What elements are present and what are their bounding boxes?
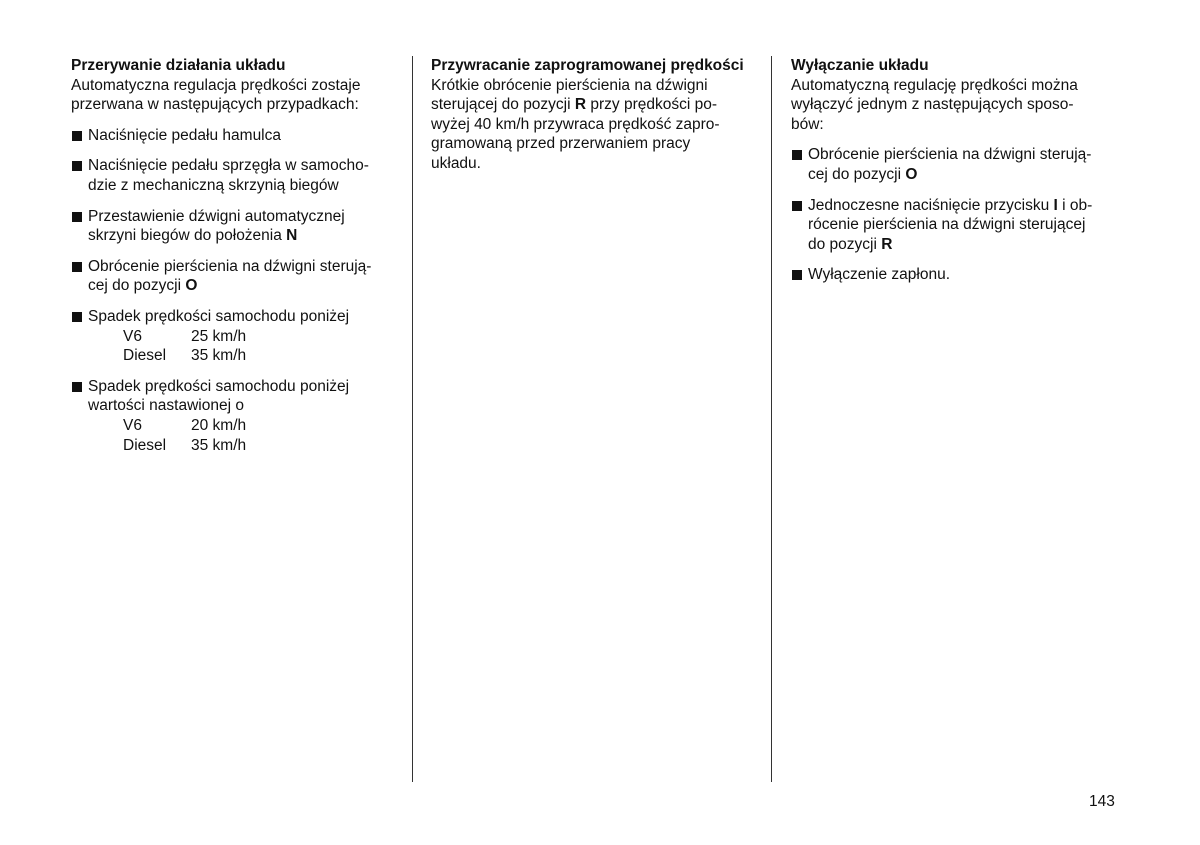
column-interrupting bbox=[71, 56, 396, 455]
text-part: przy prędkości po- bbox=[586, 96, 718, 114]
restore-paragraph bbox=[431, 76, 761, 174]
item-text: Wyłączenie zapłonu. bbox=[808, 266, 951, 284]
item-text: Obrócenie pierścienia na dźwigni sterują- bbox=[808, 146, 1092, 164]
item-text-part: skrzyni biegów do położenia bbox=[88, 227, 287, 245]
square-bullet-icon bbox=[72, 131, 82, 141]
square-bullet-icon bbox=[72, 382, 82, 392]
speed-cell: 25 km/h bbox=[191, 327, 247, 345]
item-text bbox=[808, 165, 1121, 185]
speed-cell: 35 km/h bbox=[191, 436, 247, 454]
section-heading-restoring: Przywracanie zaprogramowanej prędkości bbox=[431, 57, 744, 74]
square-bullet-icon bbox=[72, 312, 82, 322]
speed-threshold-table bbox=[123, 416, 246, 455]
paragraph-line: układu. bbox=[431, 154, 481, 172]
button-label: I bbox=[1053, 196, 1058, 214]
section-heading-switching-off: Wyłączanie układu bbox=[791, 57, 929, 74]
page-number: 143 bbox=[1089, 793, 1115, 810]
item-text bbox=[88, 276, 396, 296]
section-heading-interrupting: Przerywanie działania układu bbox=[71, 57, 286, 74]
interrupt-conditions-list bbox=[71, 126, 396, 455]
square-bullet-icon bbox=[72, 212, 82, 222]
square-bullet-icon bbox=[792, 150, 802, 160]
item-text: Spadek prędkości samochodu poniżej bbox=[88, 377, 350, 395]
item-text bbox=[808, 235, 1121, 255]
speed-threshold-table bbox=[123, 327, 246, 366]
paragraph-line: Krótkie obrócenie pierścienia na dźwigni bbox=[431, 76, 708, 94]
engine-cell: V6 bbox=[123, 327, 142, 345]
table-row bbox=[123, 327, 246, 347]
item-text: rócenie pierścienia na dźwigni sterującej bbox=[808, 216, 1086, 234]
item-text: Spadek prędkości samochodu poniżej bbox=[88, 307, 350, 325]
item-text bbox=[808, 196, 1121, 216]
square-bullet-icon bbox=[72, 262, 82, 272]
engine-cell: Diesel bbox=[123, 347, 167, 365]
intro-line: Automatyczną regulację prędkości można bbox=[791, 76, 1078, 94]
gear-position-label: N bbox=[286, 227, 298, 245]
item-text-part: Jednoczesne naciśnięcie przycisku bbox=[808, 196, 1054, 214]
text-part: sterującej do pozycji bbox=[431, 96, 575, 114]
paragraph-line bbox=[431, 95, 761, 115]
square-bullet-icon bbox=[792, 270, 802, 280]
list-item bbox=[71, 207, 396, 246]
paragraph-line: gramowaną przed przerwaniem pracy bbox=[431, 135, 691, 153]
ring-position-label: O bbox=[185, 277, 198, 295]
item-text-part: i ob- bbox=[1057, 196, 1093, 214]
square-bullet-icon bbox=[792, 201, 802, 211]
item-text-part: do pozycji bbox=[808, 235, 882, 253]
list-item bbox=[791, 265, 1121, 285]
list-item bbox=[71, 126, 396, 146]
list-item bbox=[791, 145, 1121, 184]
list-item bbox=[71, 307, 396, 366]
list-item bbox=[71, 377, 396, 455]
list-item bbox=[71, 156, 396, 195]
column-switching-off bbox=[791, 56, 1121, 285]
item-text-part: cej do pozycji bbox=[808, 165, 906, 183]
ring-position-label: R bbox=[881, 235, 893, 253]
column-divider bbox=[412, 56, 413, 782]
intro-line: Automatyczna regulacja prędkości zostaje bbox=[71, 76, 361, 94]
item-text bbox=[88, 226, 396, 246]
list-item bbox=[791, 196, 1121, 255]
table-row bbox=[123, 416, 246, 436]
intro-line: wyłączyć jednym z następujących sposo- bbox=[791, 96, 1074, 114]
column-restoring bbox=[431, 56, 761, 174]
item-text: Naciśnięcie pedału sprzęgła w samocho- bbox=[88, 157, 369, 175]
item-text-part: cej do pozycji bbox=[88, 277, 186, 295]
list-item bbox=[71, 257, 396, 296]
ring-position-label: O bbox=[905, 165, 918, 183]
column-divider bbox=[771, 56, 772, 782]
intro-line: bów: bbox=[791, 115, 824, 133]
switch-off-methods-list bbox=[791, 145, 1121, 285]
table-row bbox=[123, 436, 246, 456]
ring-position-label: R bbox=[574, 96, 587, 114]
table-row bbox=[123, 346, 246, 366]
speed-cell: 20 km/h bbox=[191, 416, 247, 434]
item-text: wartości nastawionej o bbox=[88, 397, 244, 415]
item-text: Naciśnięcie pedału hamulca bbox=[88, 126, 282, 144]
intro-line: przerwana w następujących przypadkach: bbox=[71, 96, 359, 114]
intro-paragraph bbox=[71, 76, 396, 115]
speed-cell: 35 km/h bbox=[191, 347, 247, 365]
engine-cell: V6 bbox=[123, 416, 142, 434]
square-bullet-icon bbox=[72, 161, 82, 171]
item-text: Przestawienie dźwigni automatycznej bbox=[88, 207, 345, 225]
paragraph-line: wyżej 40 km/h przywraca prędkość zapro- bbox=[431, 115, 720, 133]
intro-paragraph bbox=[791, 76, 1121, 135]
engine-cell: Diesel bbox=[123, 436, 167, 454]
item-text: dzie z mechaniczną skrzynią biegów bbox=[88, 176, 339, 194]
item-text: Obrócenie pierścienia na dźwigni sterują- bbox=[88, 257, 372, 275]
